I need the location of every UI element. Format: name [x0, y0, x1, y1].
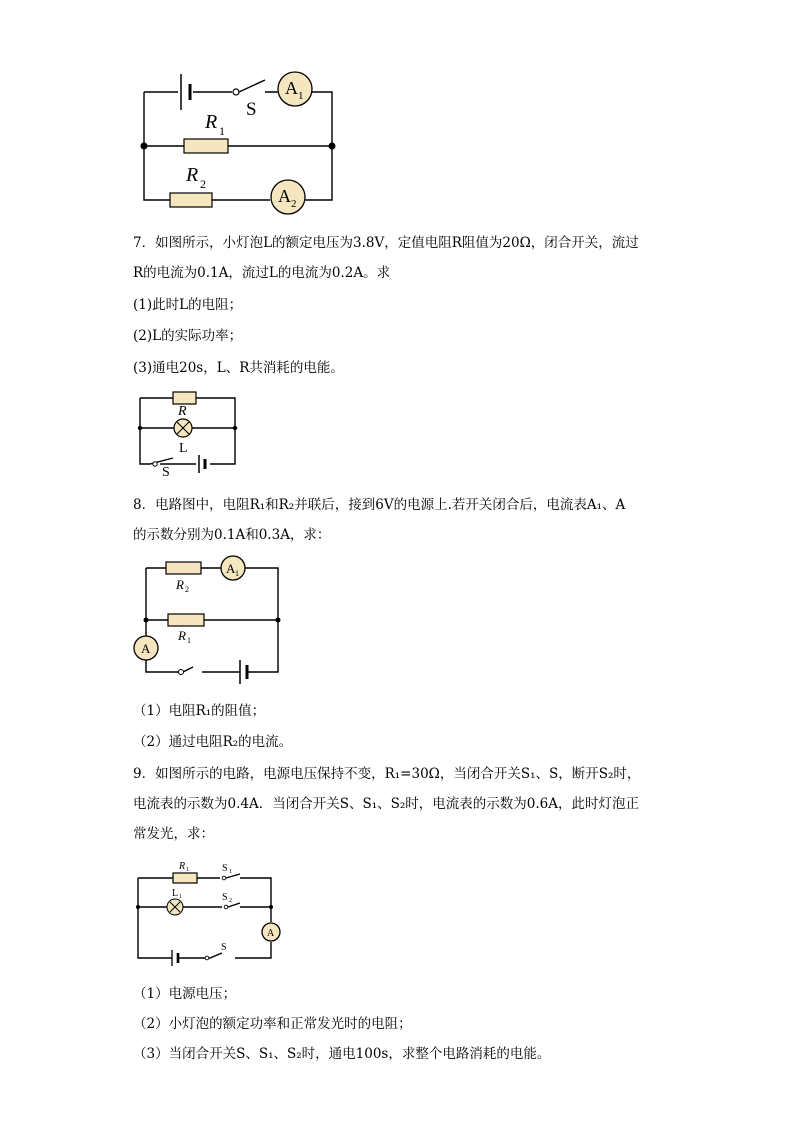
meter-sub-a2: 2 — [291, 198, 297, 210]
q9-stem-line1: 9．如图所示的电路，电源电压保持不变，R₁=30Ω，当闭合开关S₁、S，断开S₂时， — [133, 766, 641, 782]
q7-figure-s: S — [162, 465, 170, 480]
resistor-sub-r1: 1 — [219, 124, 225, 138]
q8-figure-r1-sub: 1 — [187, 636, 191, 645]
resistor-label-r1: R — [205, 111, 218, 133]
q7-stem-line1: 7．如图所示，小灯泡L的额定电压为3.8V，定值电阻R阻值为20Ω，闭合开关，流过 — [133, 235, 639, 251]
q9-figure-s1: S — [222, 863, 228, 874]
q9-figure-s2: S — [222, 892, 228, 903]
q9-item-2: （2）小灯泡的额定功率和正常发光时的电阻； — [133, 1016, 412, 1032]
switch-label-s: S — [246, 99, 257, 120]
resistor-sub-r2: 2 — [200, 177, 206, 191]
q8-figure-r2-sub: 2 — [185, 585, 189, 594]
q9-figure-s1-sub: 1 — [229, 869, 232, 875]
q7-stem-line2: R的电流为0.1A，流过L的电流为0.2A。求 — [133, 265, 391, 281]
q9-figure-l1: L — [172, 888, 179, 899]
q8-figure-a: A — [141, 641, 151, 656]
q8-stem-line1: 8．电路图中，电阻R₁和R₂并联后，接到6V的电源上.若开关闭合后，电流表A₁、A — [133, 497, 626, 513]
q7-figure-l: L — [179, 441, 188, 456]
q7-item-3: (3)通电20s，L、R共消耗的电能。 — [133, 360, 344, 376]
q9-figure-l1-sub: 1 — [179, 894, 182, 900]
q8-stem-line2: 的示数分别为0.1A和0.3A，求： — [133, 527, 331, 543]
q9-stem-line3: 常发光，求： — [133, 826, 214, 842]
meter-label-a1: A — [285, 78, 298, 98]
meter-sub-a1: 1 — [298, 90, 304, 102]
q7-figure-r: R — [178, 404, 187, 419]
q9-figure-a: A — [267, 928, 275, 939]
q9-item-3: （3）当闭合开关S、S₁、S₂时，通电100s，求整个电路消耗的电能。 — [133, 1046, 551, 1062]
q9-figure-r1: R — [179, 861, 186, 872]
q9-figure-s2-sub: 2 — [229, 898, 232, 904]
q7-item-2: (2)L的实际功率； — [133, 328, 243, 344]
q8-figure-a1-sub: 1 — [235, 569, 239, 578]
q7-item-1: (1)此时L的电阻； — [133, 297, 243, 313]
resistor-label-r2: R — [186, 164, 199, 186]
q9-stem-line2: 电流表的示数为0.4A．当闭合开关S、S₁、S₂时，电流表的示数为0.6A，此时灯泡正 — [133, 796, 640, 812]
q9-figure-s: S — [221, 942, 227, 953]
q8-figure-r1: R — [178, 628, 186, 643]
q9-item-1: （1）电源电压； — [133, 986, 237, 1002]
meter-label-a2: A — [278, 186, 291, 206]
q8-figure-a1: A — [226, 561, 236, 576]
q8-figure-r2: R — [176, 577, 184, 592]
q8-item-1: （1）电阻R₁的阻值； — [133, 703, 266, 719]
q8-item-2: （2）通过电阻R₂的电流。 — [133, 734, 293, 750]
q9-figure-r1-sub: 1 — [186, 867, 189, 873]
